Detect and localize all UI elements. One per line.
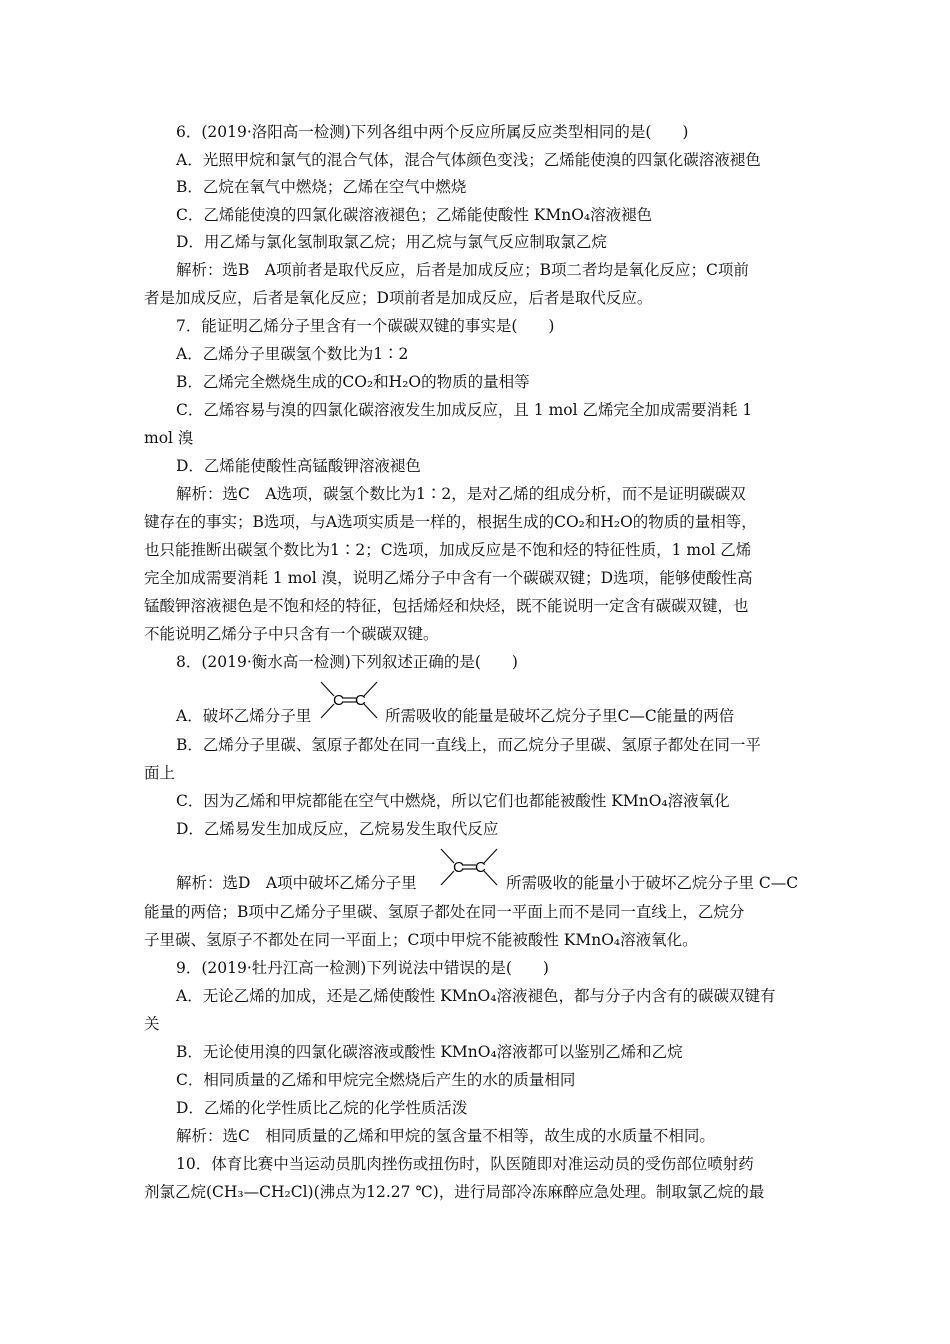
q6-answer-line-1: 解析：选B A项前者是取代反应，后者是加成反应；B项二者均是氧化反应；C项前 xyxy=(176,261,749,279)
q8-stem: 8．(2019·衡水高一检测)下列叙述正确的是( ) xyxy=(176,653,518,671)
q9-option-c: C．相同质量的乙烯和甲烷完全燃烧后产生的水的质量相同 xyxy=(176,1071,576,1089)
double-bond-structure-icon xyxy=(313,676,385,724)
q7-stem: 7．能证明乙烯分子里含有一个碳碳双键的事实是( ) xyxy=(176,317,555,335)
q8-option-b-line-1: B．乙烯分子里碳、氢原子都处在同一直线上，而乙烷分子里碳、氢原子都处在同一平 xyxy=(176,736,761,754)
q7-option-d: D．乙烯能使酸性高锰酸钾溶液褪色 xyxy=(176,457,421,475)
q10-line-1: 10．体育比赛中当运动员肌肉挫伤或扭伤时，队医随即对准运动员的受伤部位喷射药 xyxy=(176,1155,754,1173)
q6-option-c: C．乙烯能使溴的四氯化碳溶液褪色；乙烯能使酸性 KMnO₄溶液褪色 xyxy=(176,206,653,224)
q7-answer-line-3: 也只能推断出碳氢个数比为1∶2；C选项，加成反应是不饱和烃的特征性质，1 mol 乙烯 xyxy=(144,541,752,559)
q7-answer-line-5: 锰酸钾溶液褪色是不饱和烃的特征，包括烯烃和炔烃，既不能说明一定含有碳碳双键，也 xyxy=(144,597,749,615)
q7-option-c-line-1: C．乙烯容易与溴的四氯化碳溶液发生加成反应，且 1 mol 乙烯完全加成需要消耗 1 xyxy=(176,401,753,419)
q6-option-b: B．乙烷在氧气中燃烧；乙烯在空气中燃烧 xyxy=(176,178,467,196)
q8-option-b-line-2: 面上 xyxy=(144,764,176,782)
q10-line-2: 剂氯乙烷(CH₃—CH₂Cl)(沸点为12.27 ℃)，进行局部冷冻麻醉应急处理。制取氯乙烷的最 xyxy=(144,1183,765,1201)
q9-option-a-line-2: 关 xyxy=(144,1015,160,1033)
bond-carbon-right: C xyxy=(355,692,366,709)
q9-option-a-line-1: A．无论乙烯的加成，还是乙烯使酸性 KMnO₄溶液褪色，都与分子内含有的碳碳双键有 xyxy=(176,987,776,1005)
bond-carbon-right: C xyxy=(475,859,486,876)
q7-option-c-line-2: mol 溴 xyxy=(144,429,194,447)
bond-carbon-left: C xyxy=(333,692,344,709)
q7-answer-line-4: 完全加成需要消耗 1 mol 溴，说明乙烯分子中含有一个碳碳双键；D选项，能够使酸性高 xyxy=(144,569,753,587)
q7-answer-line-2: 键存在的事实；B选项，与A选项实质是一样的，根据生成的CO₂和H₂O的物质的量相等， xyxy=(144,513,757,531)
q6-option-a: A．光照甲烷和氯气的混合气体，混合气体颜色变浅；乙烯能使溴的四氯化碳溶液褪色 xyxy=(176,151,761,169)
q9-option-d: D．乙烯的化学性质比乙烷的化学性质活泼 xyxy=(176,1099,468,1117)
double-bond-structure-icon xyxy=(433,843,505,891)
bond-carbon-left: C xyxy=(453,859,464,876)
q8-answer-line-3: 子里碳、氢原子不都处在同一平面上；C项中甲烷不能被酸性 KMnO₄溶液氧化。 xyxy=(144,931,698,949)
q9-option-b: B．无论使用溴的四氯化碳溶液或酸性 KMnO₄溶液都可以鉴别乙烯和乙烷 xyxy=(176,1043,683,1061)
q9-answer: 解析：选C 相同质量的乙烯和甲烷的氢含量不相等，故生成的水质量不相同。 xyxy=(176,1127,715,1145)
q7-option-b: B．乙烯完全燃烧生成的CO₂和H₂O的物质的量相等 xyxy=(176,373,530,391)
q8-answer-line-1-suffix: 所需吸收的能量小于破坏乙烷分子里 C—C xyxy=(506,874,799,892)
q7-answer-line-6: 不能说明乙烯分子中只含有一个碳碳双键。 xyxy=(144,625,439,643)
q8-option-a-suffix: 所需吸收的能量是破坏乙烷分子里C—C能量的两倍 xyxy=(385,707,735,725)
q6-stem: 6．(2019·洛阳高一检测)下列各组中两个反应所属反应类型相同的是( ) xyxy=(176,123,689,141)
q8-option-a-prefix: A．破坏乙烯分子里 xyxy=(176,707,312,725)
q7-option-a: A．乙烯分子里碳氢个数比为1∶2 xyxy=(176,345,409,363)
q7-answer-line-1: 解析：选C A选项，碳氢个数比为1∶2，是对乙烯的组成分析，而不是证明碳碳双 xyxy=(176,485,746,503)
q6-answer-line-2: 者是加成反应，后者是氧化反应；D项前者是加成反应，后者是取代反应。 xyxy=(144,289,653,307)
q8-option-c: C．因为乙烯和甲烷都能在空气中燃烧，所以它们也都能被酸性 KMnO₄溶液氧化 xyxy=(176,792,730,810)
q6-option-d: D．用乙烯与氯化氢制取氯乙烷；用乙烷与氯气反应制取氯乙烷 xyxy=(176,233,607,251)
q8-option-d: D．乙烯易发生加成反应，乙烷易发生取代反应 xyxy=(176,820,499,838)
q8-answer-line-2: 能量的两倍；B项中乙烯分子里碳、氢原子都处在同一平面上而不是同一直线上，乙烷分 xyxy=(144,903,745,921)
q9-stem: 9．(2019·牡丹江高一检测)下列说法中错误的是( ) xyxy=(176,959,549,977)
q8-answer-line-1-prefix: 解析：选D A项中破坏乙烯分子里 xyxy=(176,874,417,892)
